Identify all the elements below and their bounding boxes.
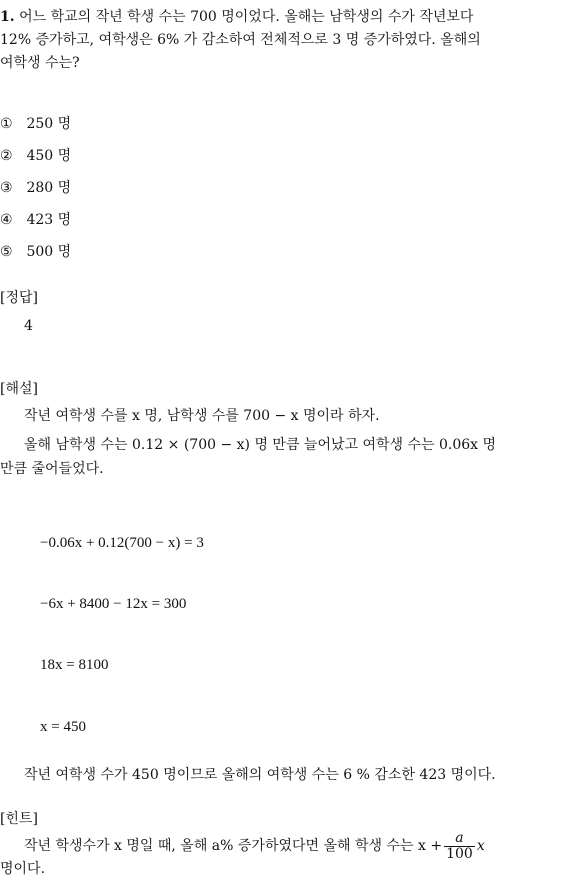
option-2[interactable] (0, 145, 71, 167)
hint-line-1 (24, 828, 485, 864)
hint-fraction-denominator: 100 (446, 845, 473, 862)
explanation-text-2: 올해 남학생 수는 0.12 × (700 − x) 명 만큼 늘어났고 여학생 수는 0.06x 명 (24, 437, 497, 453)
explanation-text-3: 만큼 줄어들었다. (0, 461, 104, 477)
equation-4: x = 450 (40, 719, 86, 735)
option-1[interactable] (0, 113, 71, 135)
hint-fraction-numerator: a (444, 831, 475, 847)
option-5-text: 500 명 (26, 244, 72, 260)
hint-text-1: 작년 학생수가 x 명일 때, 올해 a% 증가하였다면 올해 학생 수는 x + (24, 838, 443, 854)
hint-text-2: 명이다. (0, 861, 46, 877)
explanation-conclusion: 작년 여학생 수가 450 명이므로 올해의 여학생 수는 6 % 감소한 423 명이다. (24, 767, 496, 783)
question-line-1 (0, 6, 473, 28)
explanation-text-1: 작년 여학생 수를 x 명, 남학생 수를 700 − x 명이라 하자. (24, 408, 380, 424)
option-5[interactable] (0, 241, 71, 263)
hint-fraction (444, 831, 475, 862)
equation-2: −6x + 8400 − 12x = 300 (40, 596, 187, 612)
option-4-text: 423 명 (26, 212, 72, 228)
hint-label: [힌트] (0, 811, 38, 827)
option-2-text: 450 명 (26, 148, 72, 164)
question-text-1: 어느 학교의 작년 학생 수는 700 명이었다. 올해는 남학생의 수가 작년보다 (19, 9, 474, 25)
option-3-mark: ③ (0, 180, 13, 196)
option-3[interactable] (0, 177, 71, 199)
option-1-text: 250 명 (26, 116, 72, 132)
explanation-label: [해설] (0, 381, 38, 397)
option-3-text: 280 명 (26, 180, 72, 196)
answer-label: [정답] (0, 290, 38, 306)
option-4[interactable] (0, 209, 71, 231)
hint-text-1b: x (476, 838, 485, 854)
question-number: 1. (0, 9, 15, 25)
option-5-mark: ⑤ (0, 244, 13, 260)
question-text-2: 12% 증가하고, 여학생은 6% 가 감소하여 전체적으로 3 명 증가하였다. 올해의 (0, 32, 481, 48)
question-text-3: 여학생 수는? (0, 55, 80, 71)
option-4-mark: ④ (0, 212, 13, 228)
equation-1: −0.06x + 0.12(700 − x) = 3 (40, 535, 204, 551)
option-1-mark: ① (0, 116, 13, 132)
answer-value: 4 (24, 318, 33, 334)
equation-3: 18x = 8100 (40, 657, 109, 673)
option-2-mark: ② (0, 148, 13, 164)
